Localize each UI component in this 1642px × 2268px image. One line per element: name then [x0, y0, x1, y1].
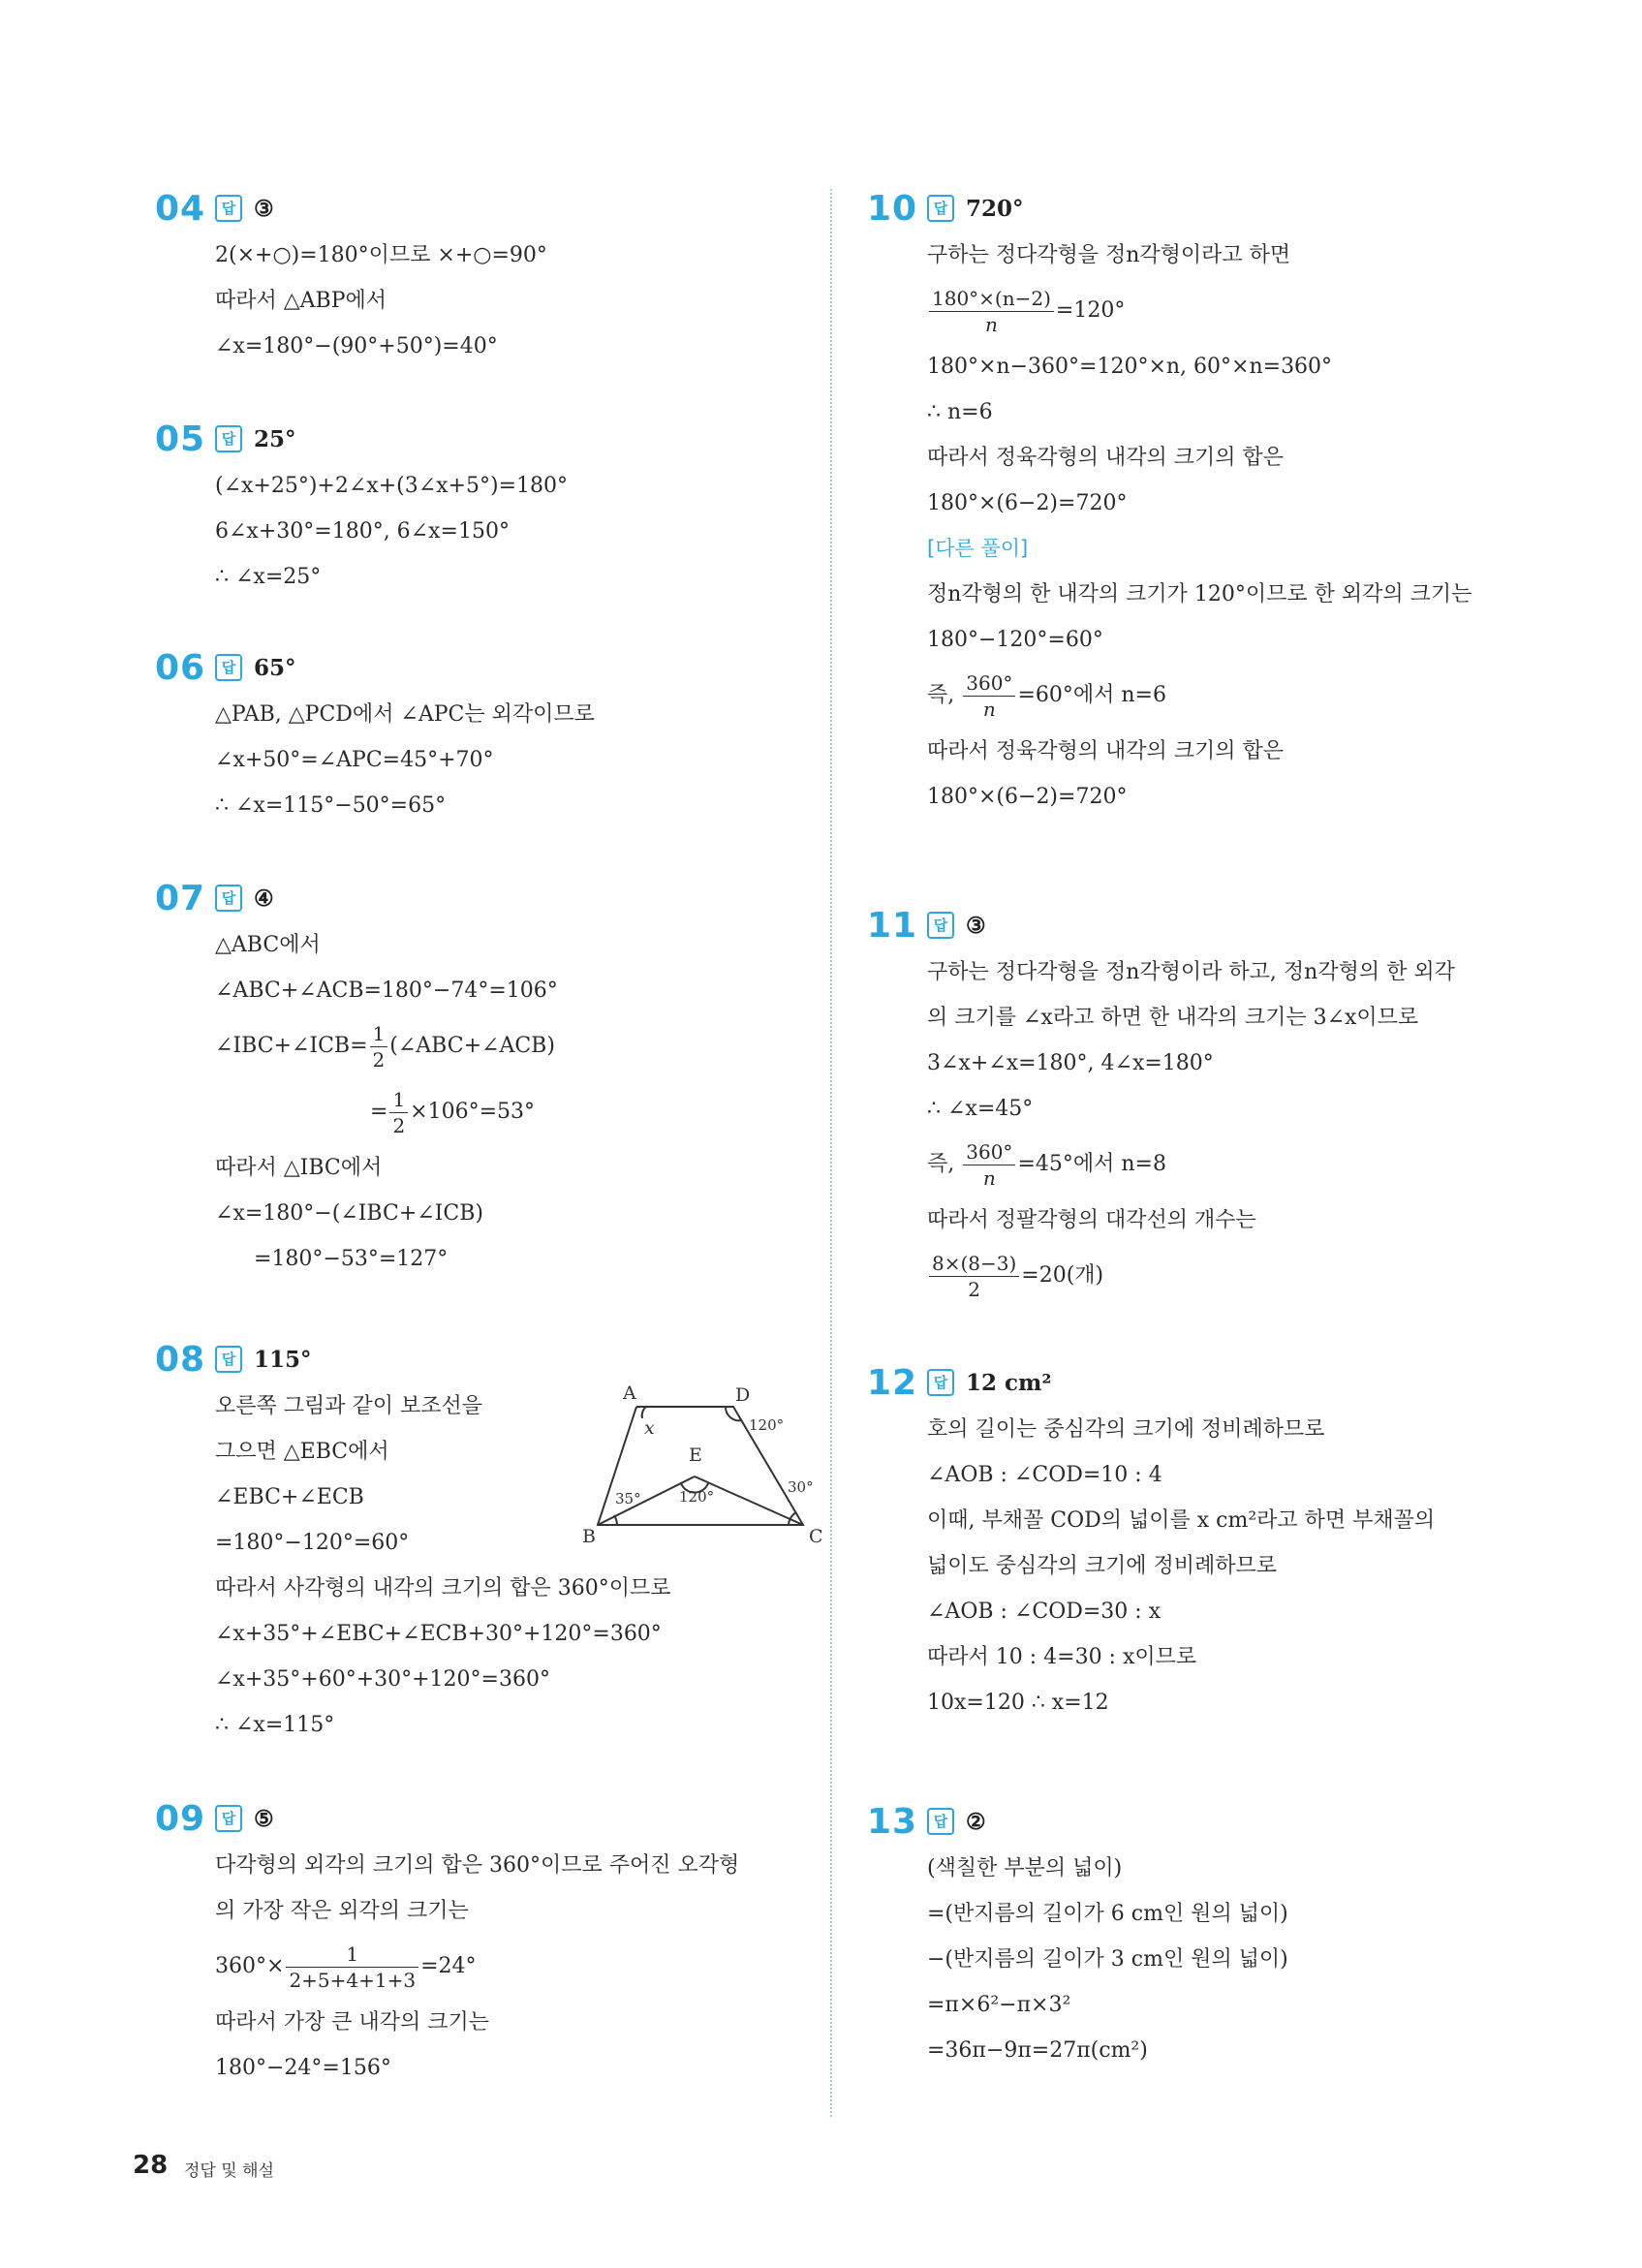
solution-line: 180°−24°=156° — [215, 2056, 391, 2080]
answer-badge: 답 — [215, 1346, 242, 1373]
solution-line: ∠x=180°−(∠IBC+∠ICB) — [215, 1201, 483, 1226]
solution-line: 따라서 사각형의 내각의 크기의 합은 360°이므로 — [215, 1576, 671, 1600]
solution-line: 2(×+○)=180°이므로 ×+○=90° — [215, 243, 547, 267]
answer-badge: 답 — [927, 1808, 954, 1835]
label-e: E — [689, 1445, 702, 1466]
label-35: 35° — [615, 1490, 641, 1507]
fraction: $\frac{1}{2+5+4+1+3}$ — [286, 1942, 418, 1993]
solution-line: ∠x+35°+∠EBC+∠ECB+30°+120°=360° — [215, 1622, 662, 1646]
solution-line: (색칠한 부분의 넓이) — [927, 1856, 1123, 1880]
fraction: $\frac{360^\circ}{n}$ — [963, 670, 1015, 722]
solution-line: (∠x+25°)+2∠x+(3∠x+5°)=180° — [215, 474, 568, 498]
column-divider — [830, 189, 832, 2117]
solution-line-fraction: 즉, $\frac{360^\circ}{n}$ =45°에서 n=8 — [927, 1139, 1166, 1190]
solution-line: △ABC에서 — [215, 933, 321, 957]
solution-line: 의 크기를 ∠x라고 하면 한 내각의 크기는 3∠x이므로 — [927, 1006, 1419, 1030]
problem-number: 05 — [155, 419, 206, 459]
fraction: $\frac{8\times(8-3)}{2}$ — [929, 1251, 1019, 1302]
solution-line: 구하는 정다각형을 정n각형이라 하고, 정n각형의 한 외각 — [927, 960, 1455, 984]
solution-line: 호의 길이는 중심각의 크기에 정비례하므로 — [927, 1417, 1325, 1442]
solution-line-fraction: $\frac{180^\circ\times(n-2)}{n}$ =120° — [927, 278, 1472, 344]
solution-line-fraction: 즉, $\frac{360^\circ}{n}$ =60°에서 n=6 — [927, 670, 1166, 721]
page-number: 28 — [133, 2151, 169, 2180]
solution-line: ∴ ∠x=115°−50°=65° — [215, 793, 447, 818]
solution-line: 180°×(6−2)=720° — [927, 491, 1128, 515]
solution-line: 따라서 △IBC에서 — [215, 1156, 383, 1180]
answer-badge: 답 — [927, 912, 954, 939]
solution-line: 10x=120 ∴ x=12 — [927, 1691, 1109, 1715]
problem-number: 10 — [867, 188, 918, 229]
angle-arc-35 — [614, 1515, 617, 1525]
solution-line-fraction: ∠IBC+∠ICB= $\frac{1}{2}$ (∠ABC+∠ACB) — [215, 1021, 555, 1072]
solution-line: 따라서 △ABP에서 — [215, 289, 387, 313]
problem-number: 09 — [155, 1798, 206, 1839]
problem-09 — [155, 1794, 739, 2091]
problem-number: 08 — [155, 1339, 206, 1380]
answer-badge: 답 — [215, 885, 242, 912]
solution-line: =180°−53°=127° — [254, 1247, 449, 1271]
problem-08 — [155, 1335, 823, 1748]
solution-line: ∠x=180°−(90°+50°)=40° — [215, 334, 498, 358]
fraction: $\frac{1}{2}$ — [389, 1087, 408, 1138]
label-120-d: 120° — [749, 1416, 785, 1434]
problem-06 — [155, 643, 595, 828]
solution-line: 이때, 부채꼴 COD의 넓이를 x cm²라고 하면 부채꼴의 — [927, 1508, 1436, 1533]
answer-value: ⑤ — [254, 1805, 274, 1832]
problem-number: 13 — [867, 1801, 918, 1842]
fraction: $\frac{180^\circ\times(n-2)}{n}$ — [929, 286, 1054, 337]
answer-badge: 답 — [215, 425, 242, 452]
answer-badge: 답 — [927, 1369, 954, 1396]
solution-line: 다각형의 외각의 크기의 합은 360°이므로 주어진 오각형 — [215, 1853, 740, 1878]
solution-line: −(반지름의 길이가 3 cm인 원의 넓이) — [927, 1947, 1288, 1972]
answer-value: ② — [966, 1808, 986, 1835]
problem-number: 11 — [867, 905, 918, 946]
solution-line: 따라서 정팔각형의 대각선의 개수는 — [927, 1208, 1256, 1232]
answer-value: ④ — [254, 885, 274, 912]
solution-line: 정n각형의 한 내각의 크기가 120°이므로 한 외각의 크기는 — [927, 582, 1472, 606]
problem-04 — [155, 184, 547, 369]
solution-line: =π×6²−π×3² — [927, 1993, 1071, 2017]
solution-line: ∠AOB : ∠COD=10 : 4 — [927, 1463, 1162, 1487]
problem-10 — [867, 184, 1472, 820]
answer-badge: 답 — [927, 195, 954, 222]
solution-line-fraction: $\frac{8\times(8-3)}{2}$ =20(개) — [927, 1243, 1455, 1309]
solution-line: 180°−120°=60° — [927, 628, 1103, 652]
answer-value: 12 cm² — [966, 1369, 1052, 1396]
angle-arc-30 — [789, 1512, 796, 1525]
label-b: B — [582, 1526, 596, 1547]
answer-value: 65° — [254, 654, 296, 681]
solution-line: ∴ ∠x=25° — [215, 565, 322, 589]
label-120-e: 120° — [679, 1488, 715, 1506]
solution-line: 구하는 정다각형을 정n각형이라고 하면 — [927, 243, 1291, 267]
answer-value: 25° — [254, 425, 296, 452]
solution-line: =180°−120°=60° — [215, 1531, 410, 1555]
solution-line: ∠AOB : ∠COD=30 : x — [927, 1600, 1162, 1624]
problem-12 — [867, 1358, 1435, 1725]
solution-line: 6∠x+30°=180°, 6∠x=150° — [215, 519, 510, 544]
solution-line: 따라서 가장 큰 내각의 크기는 — [215, 2010, 489, 2035]
problem-number: 06 — [155, 647, 206, 688]
label-d: D — [735, 1384, 751, 1406]
label-x: x — [644, 1417, 655, 1439]
problem-number: 04 — [155, 188, 206, 229]
solution-line: 3∠x+∠x=180°, 4∠x=180° — [927, 1051, 1214, 1075]
solution-line: ∴ ∠x=115° — [215, 1713, 335, 1737]
footer-label: 정답 및 해설 — [184, 2161, 274, 2181]
label-30: 30° — [788, 1478, 814, 1496]
solution-line: 오른쪽 그림과 같이 보조선을 — [215, 1394, 483, 1418]
solution-line-fraction: 360°× $\frac{1}{2+5+4+1+3}$ =24° — [215, 1942, 477, 1992]
solution-line: 180°×n−360°=120°×n, 60°×n=360° — [927, 355, 1333, 379]
solution-line: =(반지름의 길이가 6 cm인 원의 넓이) — [927, 1902, 1288, 1926]
solution-line: ∴ n=6 — [927, 400, 993, 424]
problem-11 — [867, 901, 1455, 1309]
problem-05 — [155, 415, 568, 600]
solution-line: ∠x+50°=∠APC=45°+70° — [215, 748, 494, 772]
answer-value: 720° — [966, 195, 1024, 222]
solution-line: 180°×(6−2)=720° — [927, 785, 1128, 809]
problem-number: 12 — [867, 1362, 918, 1403]
answer-badge: 답 — [215, 195, 242, 222]
answer-value: 115° — [254, 1346, 312, 1373]
solution-line: △PAB, △PCD에서 ∠APC는 외각이므로 — [215, 702, 595, 727]
solution-line: =36π−9π=27π(cm²) — [927, 2038, 1148, 2063]
label-c: C — [809, 1526, 823, 1547]
problem-07 — [155, 874, 558, 1282]
solution-line: ∴ ∠x=45° — [927, 1097, 1034, 1121]
solution-line: 의 가장 작은 외각의 크기는 — [215, 1899, 469, 1923]
solution-line: 넓이도 중심각의 크기에 정비례하므로 — [927, 1554, 1278, 1578]
answer-badge: 답 — [215, 654, 242, 681]
answer-value: ③ — [254, 195, 274, 222]
fraction: $\frac{360^\circ}{n}$ — [963, 1139, 1015, 1191]
solution-line: ∠x+35°+60°+30°+120°=360° — [215, 1667, 550, 1692]
answer-value: ③ — [966, 912, 986, 939]
solution-line: ∠EBC+∠ECB — [215, 1485, 364, 1509]
solution-line: ∠ABC+∠ACB=180°−74°=106° — [215, 979, 558, 1003]
label-a: A — [623, 1383, 636, 1404]
problem-13 — [867, 1797, 1288, 2073]
problem-number: 07 — [155, 878, 206, 918]
solution-line: 그으면 △EBC에서 — [215, 1440, 389, 1464]
quadrilateral-figure — [559, 1380, 830, 1549]
fraction: $\frac{1}{2}$ — [370, 1021, 388, 1072]
solution-line-fraction: = $\frac{1}{2}$ ×106°=53° — [370, 1087, 536, 1137]
solution-line: 따라서 정육각형의 내각의 크기의 합은 — [927, 446, 1285, 470]
alternative-solution-label: [다른 풀이] — [927, 537, 1029, 560]
answer-badge: 답 — [215, 1805, 242, 1832]
solution-line: 따라서 정육각형의 내각의 크기의 합은 — [927, 739, 1285, 763]
solution-line: 따라서 10 : 4=30 : x이므로 — [927, 1645, 1197, 1669]
